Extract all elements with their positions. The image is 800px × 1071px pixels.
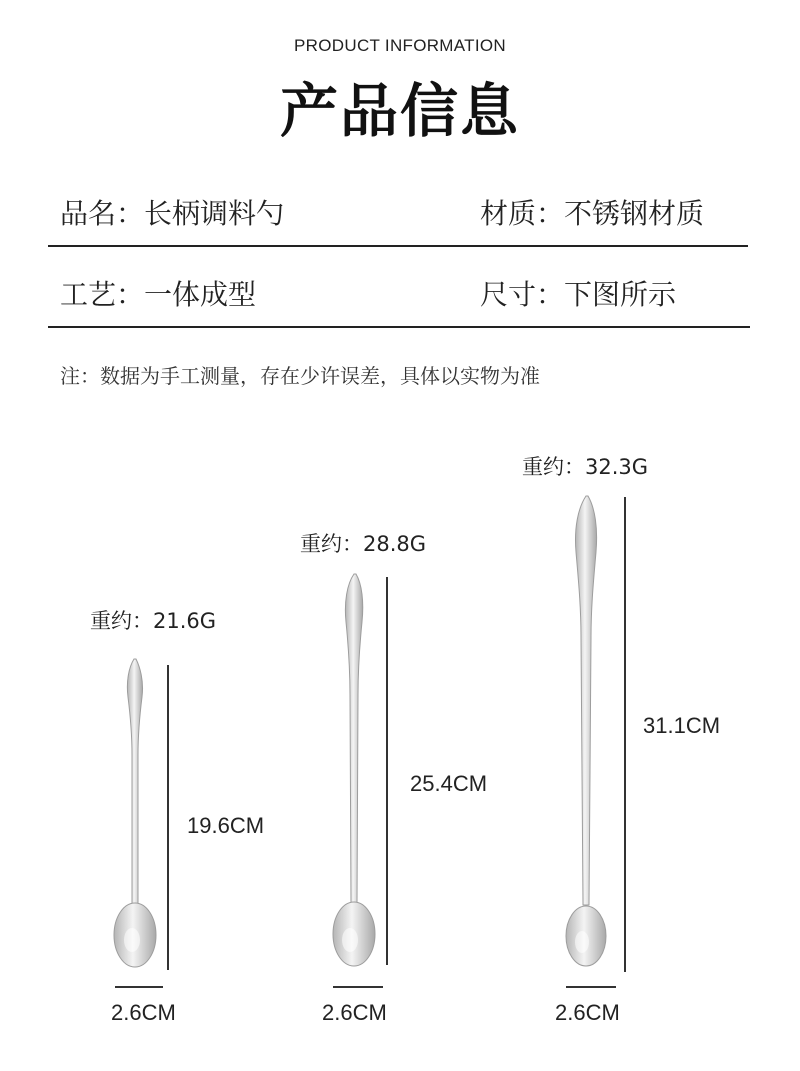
spoon-2-image (328, 570, 384, 970)
info-name (60, 192, 284, 232)
spoon-3-length: 31.1CM (643, 713, 721, 738)
spoon-1-weight: 重约：21.6G (90, 609, 217, 633)
spoon-3-width: 2.6CM (555, 1000, 620, 1025)
divider-2 (48, 326, 750, 328)
spoon-2-width: 2.6CM (322, 1000, 387, 1025)
info-craft-label: 工艺： (60, 278, 145, 311)
measurement-note: 注：数据为手工测量，存在少许误差，具体以实物为准 (60, 364, 540, 388)
page-title: 产品信息 (279, 77, 520, 145)
spoon-3-image (560, 492, 616, 970)
spoon-1-width-line (115, 986, 163, 988)
spoon-2-width-line (333, 986, 383, 988)
info-size-value: 下图所示 (564, 278, 677, 311)
spoon-2-length-line (386, 577, 388, 965)
divider-1 (48, 245, 748, 247)
info-size-label: 尺寸： (480, 278, 565, 311)
spoon-3-width-line (566, 986, 616, 988)
info-name-value: 长柄调料勺 (144, 197, 285, 230)
info-size (480, 273, 676, 313)
spoon-3-weight: 重约：32.3G (522, 455, 649, 479)
info-material-label: 材质： (480, 197, 565, 230)
spoon-2-length: 25.4CM (410, 771, 488, 796)
info-material-value: 不锈钢材质 (564, 197, 705, 230)
header-subtitle: PRODUCT INFORMATION (294, 36, 506, 55)
info-name-label: 品名： (60, 197, 145, 230)
spoon-1-length: 19.6CM (187, 813, 265, 838)
info-craft-value: 一体成型 (144, 278, 257, 311)
info-craft (60, 273, 256, 313)
spoon-3-length-line (624, 497, 626, 972)
spoon-1-width: 2.6CM (111, 1000, 176, 1025)
spoon-1-length-line (167, 665, 169, 970)
info-material (480, 192, 704, 232)
spoon-1-image (108, 655, 164, 971)
spoon-2-weight: 重约：28.8G (300, 532, 427, 556)
